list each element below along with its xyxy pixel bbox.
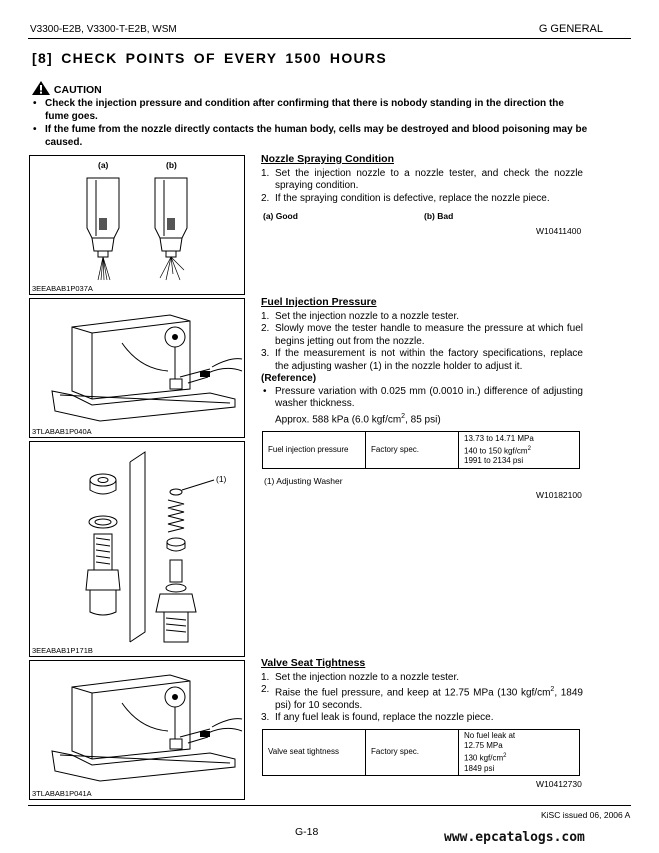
- valve-seat-spec-table: [262, 729, 580, 776]
- step-item: 1. Set the injection nozzle to a nozzle tester, and check the nozzle spraying condition.: [261, 167, 583, 191]
- nozzle-illustration: [30, 156, 244, 286]
- section-valve-seat-tightness: [261, 657, 583, 725]
- figure-valve-seat-tester: [29, 660, 245, 800]
- fig-label-1: (1): [216, 474, 227, 484]
- fuel-injection-spec-table: [262, 431, 580, 469]
- caution-label: CAUTION: [53, 84, 102, 96]
- section-nozzle-spraying: [261, 153, 583, 205]
- figure-caption: 3EEABAB1P037A: [32, 284, 93, 293]
- reference-label: (Reference): [261, 373, 317, 384]
- spec-label: Factory spec.: [366, 730, 459, 776]
- page-number: G-18: [295, 826, 319, 838]
- figure-fuel-injection-tester: [29, 298, 245, 438]
- caution-item-2: • If the fume from the nozzle directly contacts the human body, cells may be destroyed and blood poisoning may be caused.: [33, 124, 588, 148]
- page-title: [8] CHECK POINTS OF EVERY 1500 HOURS: [32, 50, 387, 66]
- figure-caption: 3TLABAB1P041A: [32, 789, 92, 798]
- step-item: 1. Set the injection nozzle to a nozzle tester.: [261, 671, 459, 683]
- figure-caption: 3EEABAB1P171B: [32, 646, 93, 655]
- issued-note: KiSC issued 06, 2006 A: [541, 810, 631, 820]
- legend-adjusting-washer: (1) Adjusting Washer: [264, 476, 343, 486]
- step-item: 2. Raise the fuel pressure, and keep at 12.75 MPa (130 kgf/$cm^2$, 1849 psi) for 10 seconds.: [261, 684, 583, 711]
- nozzle-tester-illustration: [30, 661, 244, 789]
- warning-triangle-icon: [31, 80, 51, 96]
- section-title: Fuel Injection Pressure: [261, 296, 377, 308]
- caution-heading: [31, 80, 102, 96]
- figure-nozzle-holder-exploded: [29, 441, 245, 657]
- fig-label-a: (a): [98, 160, 109, 170]
- reference-item: • Pressure variation with 0.025 mm (0.0010 in.) difference of adjusting washer thickness.: [263, 385, 583, 409]
- step-item: 1. Set the injection nozzle to a nozzle tester.: [261, 310, 459, 322]
- section-fuel-injection-pressure: [261, 296, 583, 426]
- footer-divider: [28, 805, 631, 806]
- reference-approx: Approx. 588 kPa (6.0 kgf/$cm^2$, 85 psi): [275, 412, 441, 425]
- spec-item: Fuel injection pressure: [263, 432, 366, 469]
- nozzle-tester-illustration: [30, 299, 244, 427]
- spec-value: No fuel leak at 12.75 MPa 130 kgf/$cm^2$ 1849 psi: [459, 730, 580, 776]
- step-item: 2. Slowly move the tester handle to measure the pressure at which fuel begins jetting out from the nozzle.: [261, 323, 583, 347]
- header-divider: [28, 38, 631, 39]
- caution-item-1: • Check the injection pressure and condition after confirming that there is nobody standing in the direction the fume goes.: [33, 98, 564, 122]
- exploded-view-illustration: [30, 442, 244, 647]
- header-right: G GENERAL: [538, 23, 603, 35]
- header-left: V3300-E2B, V3300-T-E2B, WSM: [30, 24, 177, 35]
- watermark-text: www.epcatalogs.com: [444, 830, 585, 845]
- fig-label-b: (b): [166, 160, 177, 170]
- figure-spraying-condition: [29, 155, 245, 295]
- step-item: 3. If any fuel leak is found, replace the nozzle piece.: [261, 712, 494, 724]
- spec-value: 13.73 to 14.71 MPa 140 to 150 kgf/$cm^2$ 1991 to 2134 psi: [459, 432, 580, 469]
- doc-code: W10412730: [536, 779, 582, 789]
- spec-item: Valve seat tightness: [263, 730, 366, 776]
- step-item: 3. If the measurement is not within the factory specifications, replace the adjusting washer (1) in the nozzle holder to adjust it.: [261, 348, 583, 372]
- section-title: Nozzle Spraying Condition: [261, 153, 394, 165]
- step-item: 2. If the spraying condition is defective, replace the nozzle piece.: [261, 192, 550, 204]
- section-title: Valve Seat Tightness: [261, 657, 366, 669]
- legend-bad: (b) Bad: [424, 211, 454, 221]
- doc-code: W10182100: [536, 490, 582, 500]
- legend-good: (a) Good: [263, 211, 298, 221]
- spec-label: Factory spec.: [366, 432, 459, 469]
- doc-code: W10411400: [536, 226, 582, 236]
- figure-caption: 3TLABAB1P040A: [32, 427, 92, 436]
